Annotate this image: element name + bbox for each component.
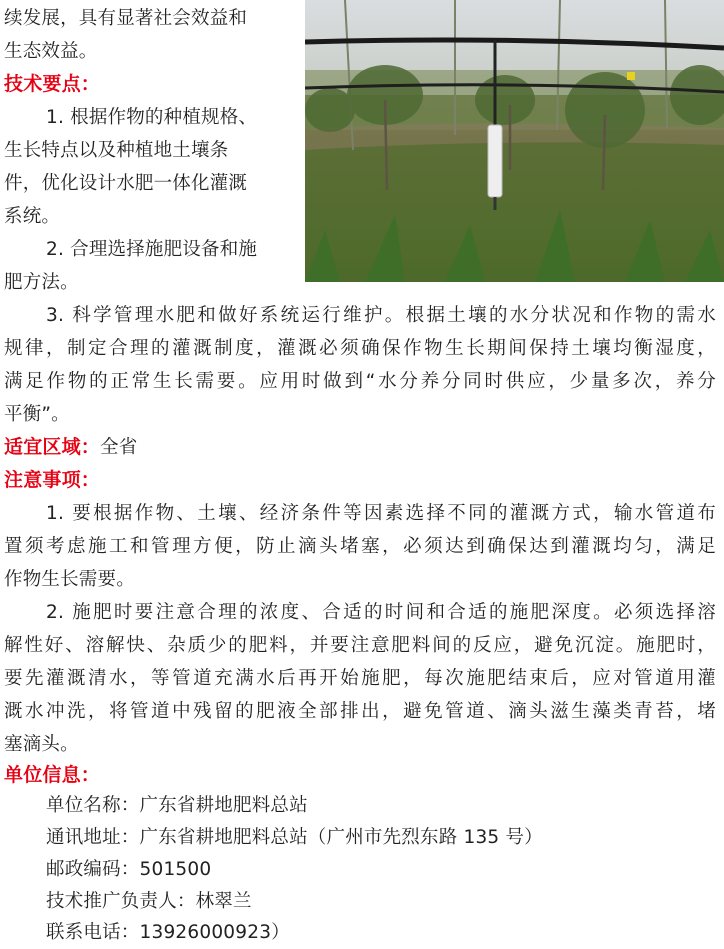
notes-p2-line-3: 要先灌溉清水，等管道充满水后再开始施肥，每次施肥结束后，应对管道用灌 <box>4 668 716 689</box>
unit-contact-person: 技术推广负责人：林翠兰 <box>46 891 252 912</box>
orchard-drip-irrigation-photo <box>305 0 724 282</box>
tech-p1-line-2: 生长特点以及种植地土壤条 <box>4 140 229 161</box>
notes-p1-line-3: 作物生长需要。 <box>4 569 135 590</box>
notes-p2-line-2: 解性好、溶解快、杂质少的肥料，并要注意肥料间的反应，避免沉淀。施肥时， <box>4 635 716 656</box>
notes-p2-line-4: 溉水冲洗，将管道中残留的肥液全部排出，避免管道、滴头滋生藻类青苔，堵 <box>4 701 716 722</box>
notes-p1-line-2: 置须考虑施工和管理方便，防止滴头堵塞，必须达到确保达到灌溉均匀，满足 <box>4 536 716 557</box>
tech-p2-line-1: 2. 合理选择施肥设备和施 <box>46 239 258 260</box>
tech-p3-line-2: 规律，制定合理的灌溉制度，灌溉必须确保作物生长期间保持土壤均衡湿度， <box>4 338 716 359</box>
tech-heading: 技术要点： <box>4 73 101 95</box>
notes-p2-line-1: 2. 施肥时要注意合理的浓度、合适的时间和合适的施肥深度。必须选择溶 <box>46 602 716 623</box>
tech-p3-line-1: 3. 科学管理水肥和做好系统运行维护。根据土壤的水分状况和作物的需水 <box>46 305 716 326</box>
notes-heading: 注意事项： <box>4 469 101 491</box>
region-value: 全省 <box>100 437 138 458</box>
tech-p2-line-2: 肥方法。 <box>4 272 79 293</box>
unit-heading: 单位信息： <box>4 764 101 786</box>
intro-line-2: 生态效益。 <box>4 41 98 62</box>
unit-name: 单位名称：广东省耕地肥料总站 <box>46 795 308 816</box>
unit-phone: 联系电话：13926000923） <box>46 922 290 943</box>
tech-p1-line-1: 1. 根据作物的种植规格、 <box>46 107 258 128</box>
unit-address: 通讯地址：广东省耕地肥料总站（广州市先烈东路 135 号） <box>46 827 543 848</box>
tech-p1-line-4: 系统。 <box>4 206 61 227</box>
notes-p1-line-1: 1. 要根据作物、土壤、经济条件等因素选择不同的灌溉方式，输水管道布 <box>46 503 716 524</box>
region-line <box>4 431 137 464</box>
intro-line-1: 续发展，具有显著社会效益和 <box>4 8 248 29</box>
unit-postcode: 邮政编码：501500 <box>46 859 212 880</box>
tech-p3-line-4: 平衡”。 <box>4 404 70 425</box>
region-heading: 适宜区域： <box>4 436 101 458</box>
tech-p1-line-3: 件，优化设计水肥一体化灌溉 <box>4 173 248 194</box>
tech-p3-line-3: 满足作物的正常生长需要。应用时做到“水分养分同时供应，少量多次，养分 <box>4 371 716 392</box>
notes-p2-line-5: 塞滴头。 <box>4 734 79 755</box>
